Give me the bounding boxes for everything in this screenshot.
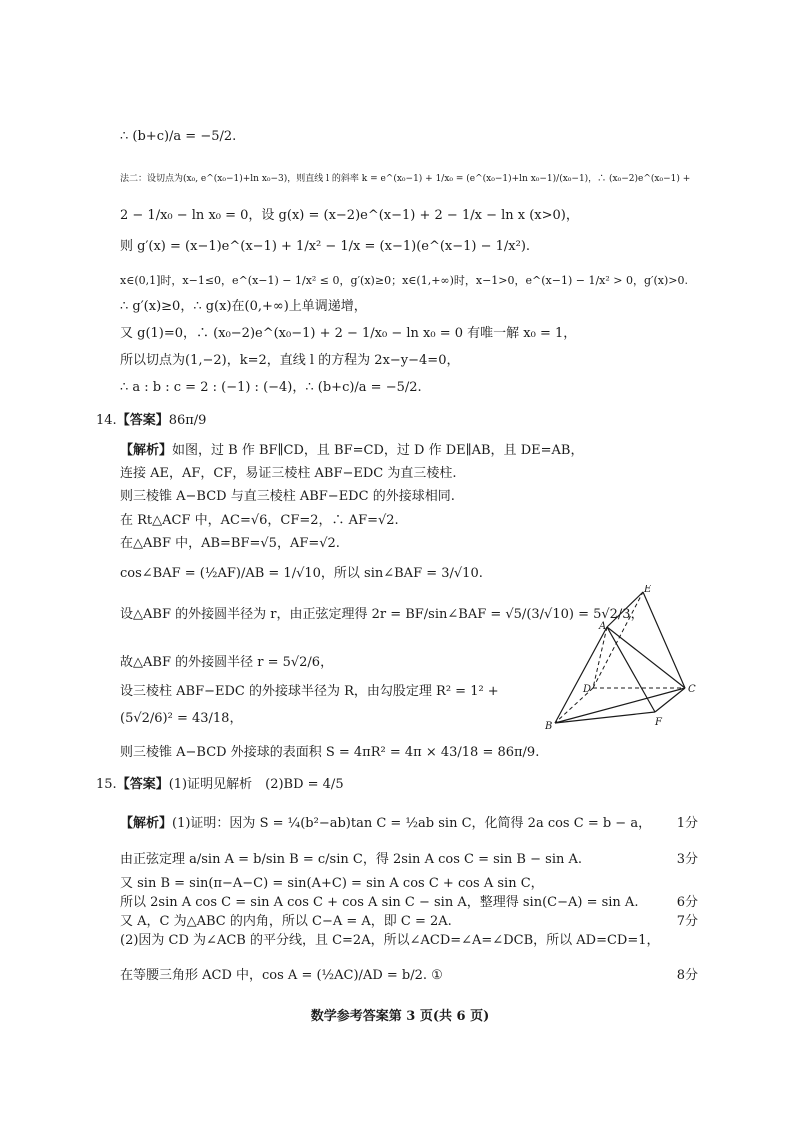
vertex-label-d: D <box>583 684 592 695</box>
question-number: 15. <box>96 777 117 792</box>
score-line <box>120 967 698 985</box>
text-line: 在 Rt△ACF 中，AC=√6，CF=2，∴ AF=√2. <box>120 513 399 528</box>
text-line: ∴ g′(x)≥0，∴ g(x)在(0,+∞)上单调递增， <box>120 299 367 314</box>
text-line: 2 − 1/x₀ − ln x₀ = 0，设 g(x) = (x−2)e^(x−1) + 2 − 1/x − ln x (x>0)， <box>120 208 579 223</box>
answer-value: (1)证明见解析 (2)BD = 4/5 <box>168 777 344 792</box>
vertex-label-f: F <box>655 717 662 728</box>
text-line: cos∠BAF = (½AF)/AB = 1/√10，所以 sin∠BAF = 3/√10. <box>120 566 483 581</box>
answer-tag: 【答案】 <box>116 777 169 792</box>
text-line: 设△ABF 的外接圆半径为 r，由正弦定理得 2r = BF/sin∠BAF = √5/(3/√10) = 5√2/3， <box>120 607 644 622</box>
score-value: 1分 <box>676 816 698 831</box>
text-line: 在△ABF 中，AB=BF=√5，AF=√2. <box>120 536 340 551</box>
text-line: 法二：设切点为(x₀, e^(x₀−1)+ln x₀−3)，则直线 l 的斜率 k = e^(x₀−1) + 1/x₀ = (e^(x₀−1)+ln x₀−1)/(x₀−1)，∴ (x₀−2)e^(x₀−1) + <box>120 174 691 184</box>
text-line: 则三棱锥 A−BCD 外接球的表面积 S = 4πR² = 4π × 43/18 = 86π/9. <box>120 745 540 760</box>
vertex-label-b: B <box>545 721 553 730</box>
text-line: (2)因为 CD 为∠ACB 的平分线，且 C=2A，所以∠ACD=∠A=∠DCB，所以 AD=CD=1， <box>120 933 660 948</box>
analysis-text: 由正弦定理 a/sin A = b/sin B = c/sin C，得 2sin A cos C = sin B − sin A. <box>120 852 583 867</box>
text-line: 又 sin B = sin(π−A−C) = sin(A+C) = sin A cos C + cos A sin C， <box>120 876 544 891</box>
edge-ac <box>607 627 685 688</box>
edge-ba <box>555 627 607 723</box>
text-line: 故△ABF 的外接圆半径 r = 5√2/6， <box>120 655 334 670</box>
score-value: 6分 <box>676 895 698 910</box>
edge-bf <box>555 712 655 723</box>
score-value: 7分 <box>676 914 698 929</box>
page-footer: 数学参考答案第 3 页(共 6 页) <box>310 1009 490 1024</box>
score-line <box>120 851 698 869</box>
analysis-tag: 【解析】 <box>120 443 173 458</box>
question-15-header <box>96 776 344 794</box>
analysis-text: 在等腰三角形 ACD 中，cos A = (½AC)/AD = b/2. ① <box>120 968 443 983</box>
edge-ec <box>643 592 685 688</box>
text-line: 则三棱锥 A−BCD 与直三棱柱 ABF−EDC 的外接球相同. <box>120 489 455 504</box>
vertex-label-a: A <box>599 621 607 632</box>
edge-bc <box>555 688 685 723</box>
score-line <box>120 815 698 833</box>
analysis-tag: 【解析】 <box>120 816 173 831</box>
text-line: (5√2/6)² = 43/18， <box>120 711 243 726</box>
text-line: x∈(0,1]时，x−1≤0，e^(x−1) − 1/x² ≤ 0，g′(x)≥0；x∈(1,+∞)时，x−1>0，e^(x−1) − 1/x² > 0，g′(x)>0. <box>120 274 689 287</box>
analysis-text: (1)证明：因为 S = ¼(b²−ab)tan C = ½ab sin C，化简得 2a cos C = b − a， <box>172 816 652 831</box>
analysis-text: 所以 2sin A cos C = sin A cos C + cos A sin C − sin A，整理得 sin(C−A) = sin A. <box>120 895 639 910</box>
text-line: ∴ (b+c)/a = −5/2. <box>120 129 237 144</box>
question-number: 14. <box>96 413 117 428</box>
analysis-text: 如图，过 B 作 BF∥CD，且 BF=CD，过 D 作 DE∥AB，且 DE=AB， <box>172 443 584 458</box>
question-14-header <box>96 412 206 430</box>
edge-ad <box>593 627 607 688</box>
text-line: 设三棱柱 ABF−EDC 的外接球半径为 R，由勾股定理 R² = 1² + <box>120 684 499 699</box>
score-value: 8分 <box>676 968 698 983</box>
edge-af <box>607 627 655 712</box>
edge-ae <box>607 592 643 627</box>
geometry-figure <box>545 585 705 730</box>
answer-tag: 【答案】 <box>116 413 169 428</box>
analysis-line <box>120 442 583 460</box>
answer-value: 86π/9 <box>168 413 207 428</box>
text-line: 则 g′(x) = (x−1)e^(x−1) + 1/x² − 1/x = (x−1)(e^(x−1) − 1/x²). <box>120 239 531 254</box>
text-line: 所以切点为(1,−2)，k=2，直线 l 的方程为 2x−y−4=0， <box>120 353 460 368</box>
score-value: 3分 <box>676 852 698 867</box>
text-line: ∴ a : b : c = 2 : (−1) : (−4)，∴ (b+c)/a = −5/2. <box>120 380 422 395</box>
vertex-label-e: E <box>644 585 652 595</box>
vertex-label-c: C <box>688 684 696 695</box>
analysis-text: 又 A，C 为△ABC 的内角，所以 C−A = A，即 C = 2A. <box>120 914 452 929</box>
score-line <box>120 894 698 912</box>
score-line <box>120 913 698 931</box>
text-line: 连接 AE，AF，CF，易证三棱柱 ABF−EDC 为直三棱柱. <box>120 466 457 481</box>
text-line: 又 g(1)=0，∴ (x₀−2)e^(x₀−1) + 2 − 1/x₀ − ln x₀ = 0 有唯一解 x₀ = 1， <box>120 326 577 341</box>
